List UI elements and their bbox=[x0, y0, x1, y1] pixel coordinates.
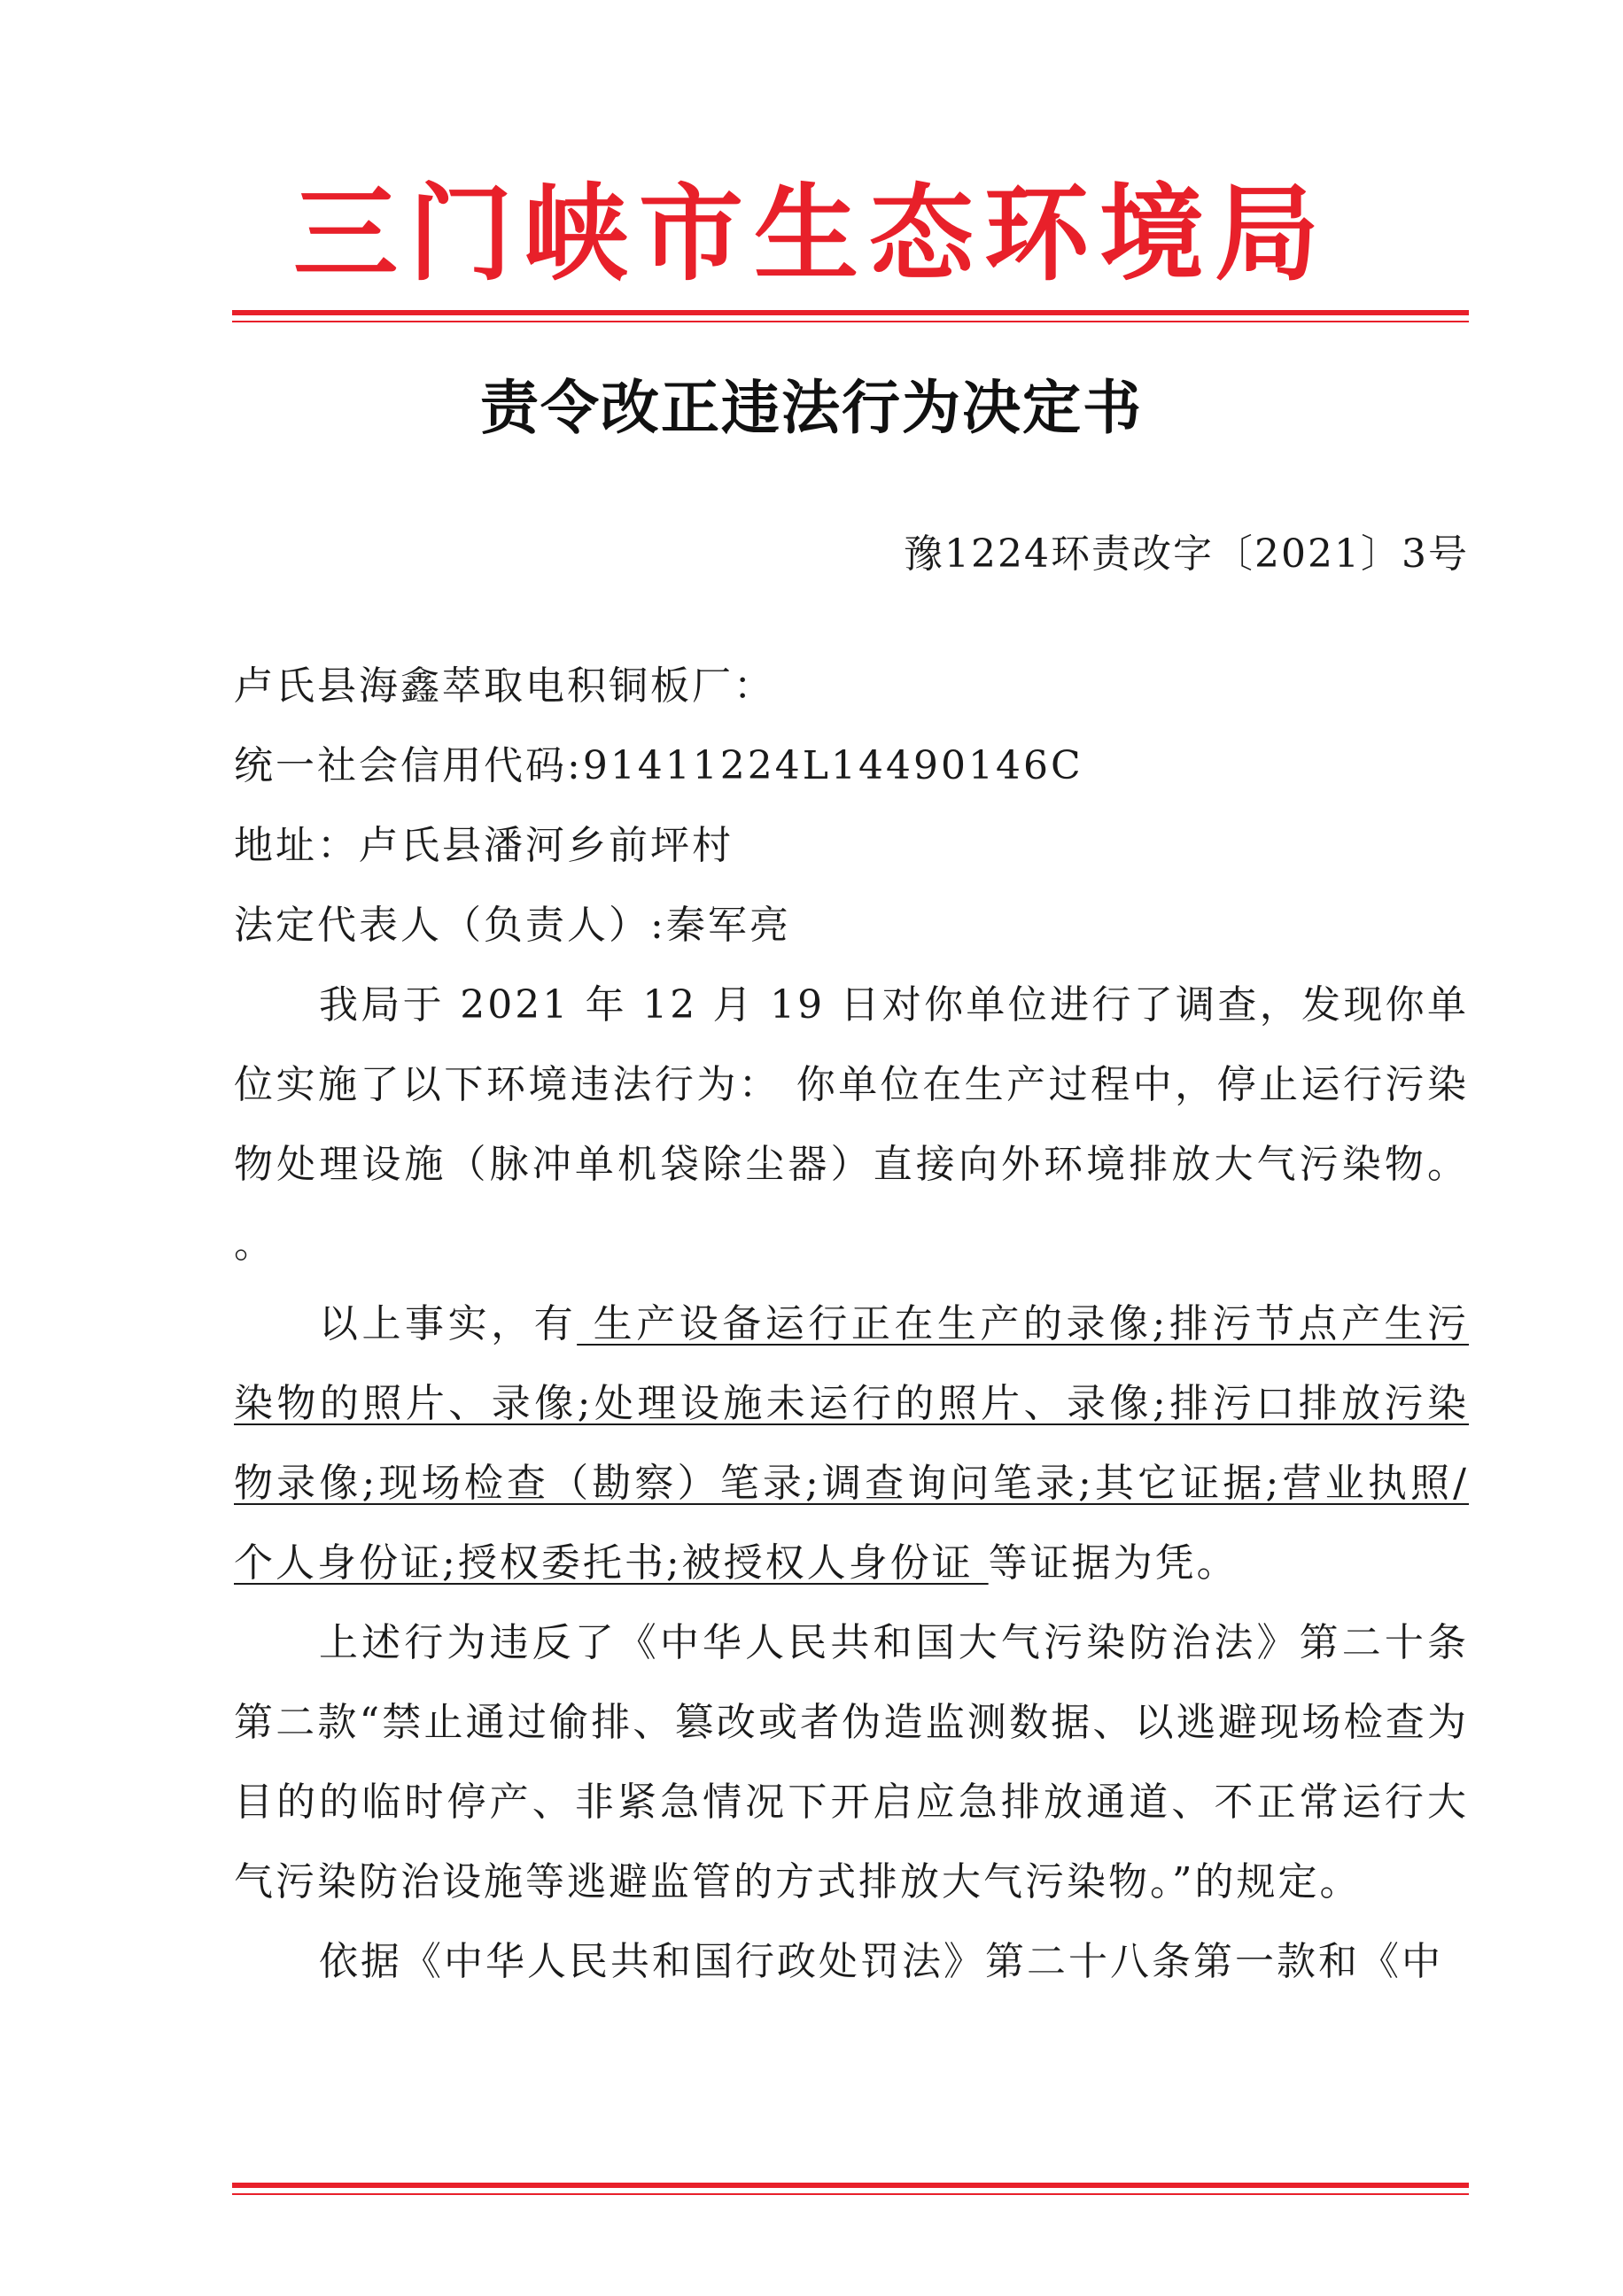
evidence-paragraph bbox=[234, 1284, 1469, 1603]
footer-red-rule-thin bbox=[232, 2193, 1469, 2195]
evidence-prefix: 以上事实，有 bbox=[319, 1301, 578, 1346]
investigation-paragraph: 我局于 2021 年 12 月 19 日对你单位进行了调查，发现你单位实施了以下环境违法行为： 你单位在生产过程中，停止运行污染物处理设施（脉冲单机袋除尘器）直接向外环境排放大气污染物。 。 bbox=[234, 982, 1469, 1267]
document-title: 责令改正违法行为决定书 bbox=[480, 374, 1143, 442]
recipient-name: 卢氏县海鑫萃取电积铜板厂： bbox=[234, 663, 775, 709]
evidence-list: 生产设备运行正在生产的录像;排污节点产生污染物的照片、录像;处理设施未运行的照片、录像;排污口排放污染物录像;现场检查（勘察）笔录;调查询问笔录;其它证据;营业执照/个人身份证;授权委托书;被授权人身份证 bbox=[234, 1301, 1469, 1586]
legal-representative: 法定代表人（负责人）:秦军亮 bbox=[234, 903, 791, 948]
legal-basis-paragraph: 依据《中华人民共和国行政处罚法》第二十八条第一款和《中 bbox=[319, 1939, 1443, 1984]
footer-red-rule-thick bbox=[232, 2183, 1469, 2188]
evidence-suffix: 等证据为凭。 bbox=[988, 1540, 1239, 1586]
header-red-rule-thin bbox=[232, 321, 1469, 322]
recipient-address: 地址：卢氏县潘河乡前坪村 bbox=[234, 823, 734, 868]
header-red-rule-thick bbox=[232, 310, 1469, 315]
credit-code: 统一社会信用代码:91411224L14490146C bbox=[234, 743, 1083, 788]
document-body bbox=[234, 647, 1469, 2002]
agency-title: 三门峡市生态环境局 bbox=[292, 172, 1330, 295]
document-number: 豫1224环责改字〔2021〕3号 bbox=[904, 531, 1469, 577]
violation-paragraph: 上述行为违反了《中华人民共和国大气污染防治法》第二十条第二款“禁止通过偷排、篡改或者伪造监测数据、以逃避现场检查为目的的临时停产、非紧急情况下开启应急排放通道、不正常运行大气污染防治设施等逃避监管的方式排放大气污染物。”的规定。 bbox=[234, 1620, 1469, 1904]
